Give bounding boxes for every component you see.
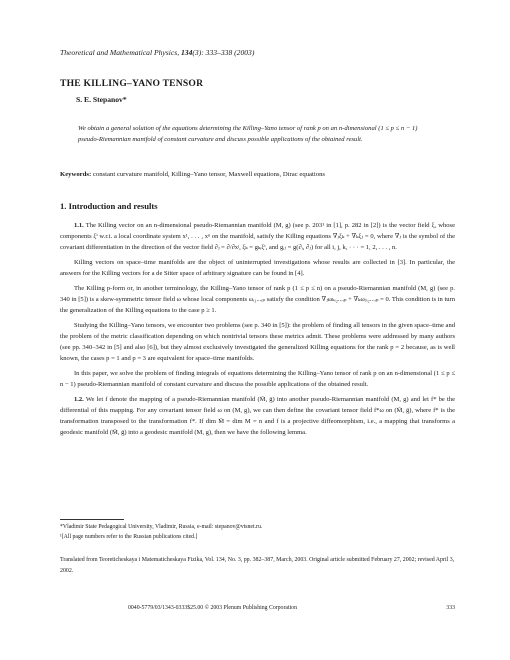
author-name: S. E. Stepanov* [76, 95, 127, 104]
paragraph-1-2 [60, 394, 455, 438]
journal-name: Theoretical and Mathematical Physics, [60, 48, 181, 57]
footnote-affiliation: *Vladimir State Pedagogical University, Vladimir, Russia, e-mail: stepanov@vtsnet.ru. [60, 524, 263, 530]
keywords-text: constant curvature manifold, Killing–Yano tensor, Maxwell equations, Dirac equations [91, 171, 326, 178]
paragraph-3: The Killing p-form or, in another terminology, the Killing–Yano tensor of rank p (1 ≤ p ≤ n) on a pseudo-Riemannian manifold (M, g) (see p. 340 in [5]) is a skew-symmetric tensor field ω whose local components ωᵢ₁...ᵢₚ satisfy the condition ∇ⱼωₖᵢ₂...ᵢₚ + ∇ₖωⱼᵢ₂...ᵢₚ = 0. This condition is in turn the generalization of the Killing equations to the case p ≥ 1. [60, 285, 455, 314]
paragraph-number: 1.1. [74, 222, 84, 229]
translation-note: Translated from Teoreticheskaya i Matematicheskaya Fizika, Vol. 134, No. 3, pp. 382–387, March, 2003. Original article submitted February 27, 2002; revised April 3, 2002. [60, 557, 455, 574]
footnote-page-numbers: ¹[All page numbers refer to the Russian publications cited.] [60, 534, 198, 540]
paragraph-text: We let f denote the mapping of a pseudo-Riemannian manifold (M̄, ḡ) into another pseudo-Riemannian manifold (M, g) and let f* be the differential of this mapping. For any covariant tensor field ω on (M, g), we can then define the covariant tensor field f*ω on (M̄, ḡ), where f* is the transformation transposed to the transformation f*. If dim M̄ = dim M = n and f is a projective diffeomorphism, i.e., a mapping that transforms a geodesic manifold (M̄, ḡ) into a geodesic manifold (M, g), then we have the following lemma. [60, 396, 455, 436]
paragraph-5: In this paper, we solve the problem of finding integrals of equations determining the Killing–Yano tensor of rank p on an n-dimensional (1 ≤ p ≤ n − 1) pseudo-Riemannian manifold of constant curvature and discuss the possible applications of the obtained result. [60, 370, 455, 388]
journal-volume: 134 [180, 48, 193, 57]
page-number: 333 [446, 605, 455, 611]
paper-title: THE KILLING–YANO TENSOR [60, 78, 204, 89]
section-heading: 1. Introduction and results [60, 201, 158, 211]
keywords-label: Keywords: [60, 171, 92, 178]
paragraph-number: 1.2. [74, 396, 84, 403]
paragraph-4: Studying the Killing–Yano tensors, we encounter two problems (see p. 340 in [5]): the problem of finding all tensors in the given space–time and the problem of the metric classification depending on which nontrivial tensors these metrics admit. These problems were addressed by many authors (see pp. 340–342 in [5] and also [6]), but they almost exclusively investigated the generalized Killing equations for the rank p = 2 because, as is well known, the cases p = 1 and p = 3 are equivalent for space–time manifolds. [60, 322, 455, 362]
journal-pages: (3): 333–338 (2003) [192, 48, 255, 57]
footnote-divider [60, 519, 124, 520]
copyright-line: 0040-5779/03/1343-0333$25.00 © 2003 Plenum Publishing Corporation [128, 605, 297, 611]
body-text [60, 220, 455, 442]
paragraph-1-1 [60, 220, 455, 253]
paragraph-text: The Killing vector on an n-dimensional pseudo-Riemannian manifold (M, g) (see p. 203¹ in [1], p. 282 in [2]) is the vector field ξ, whose components ξⁱ w.r.t. a local coordinate system x¹, . . . , xⁿ on the manifold, satisfy the Killing equations ∇ⱼξₖ + ∇ₖξⱼ = 0, where ∇ⱼ is the symbol of the covariant differentiation in the direction of the vector field ∂ⱼ = ∂/∂xʲ, ξₖ = gₖᵢξⁱ, and gᵢⱼ = g(∂ᵢ, ∂ⱼ) for all i, j, k, · · · = 1, 2, . . . , n. [60, 222, 455, 251]
abstract: We obtain a general solution of the equations determining the Killing–Yano tensor of rank p on an n-dimensional (1 ≤ p ≤ n − 1) pseudo-Riemannian manifold of constant curvature and discuss possible applications of the obtained result. [78, 125, 418, 143]
keywords [60, 171, 460, 178]
paragraph-2: Killing vectors on space–time manifolds are the object of uninterrupted investigations whose results are collected in [3]. In particular, the answers for the Killing vectors for a de Sitter space of arbitrary signature can be found in [4]. [60, 259, 455, 277]
journal-citation [60, 48, 254, 57]
